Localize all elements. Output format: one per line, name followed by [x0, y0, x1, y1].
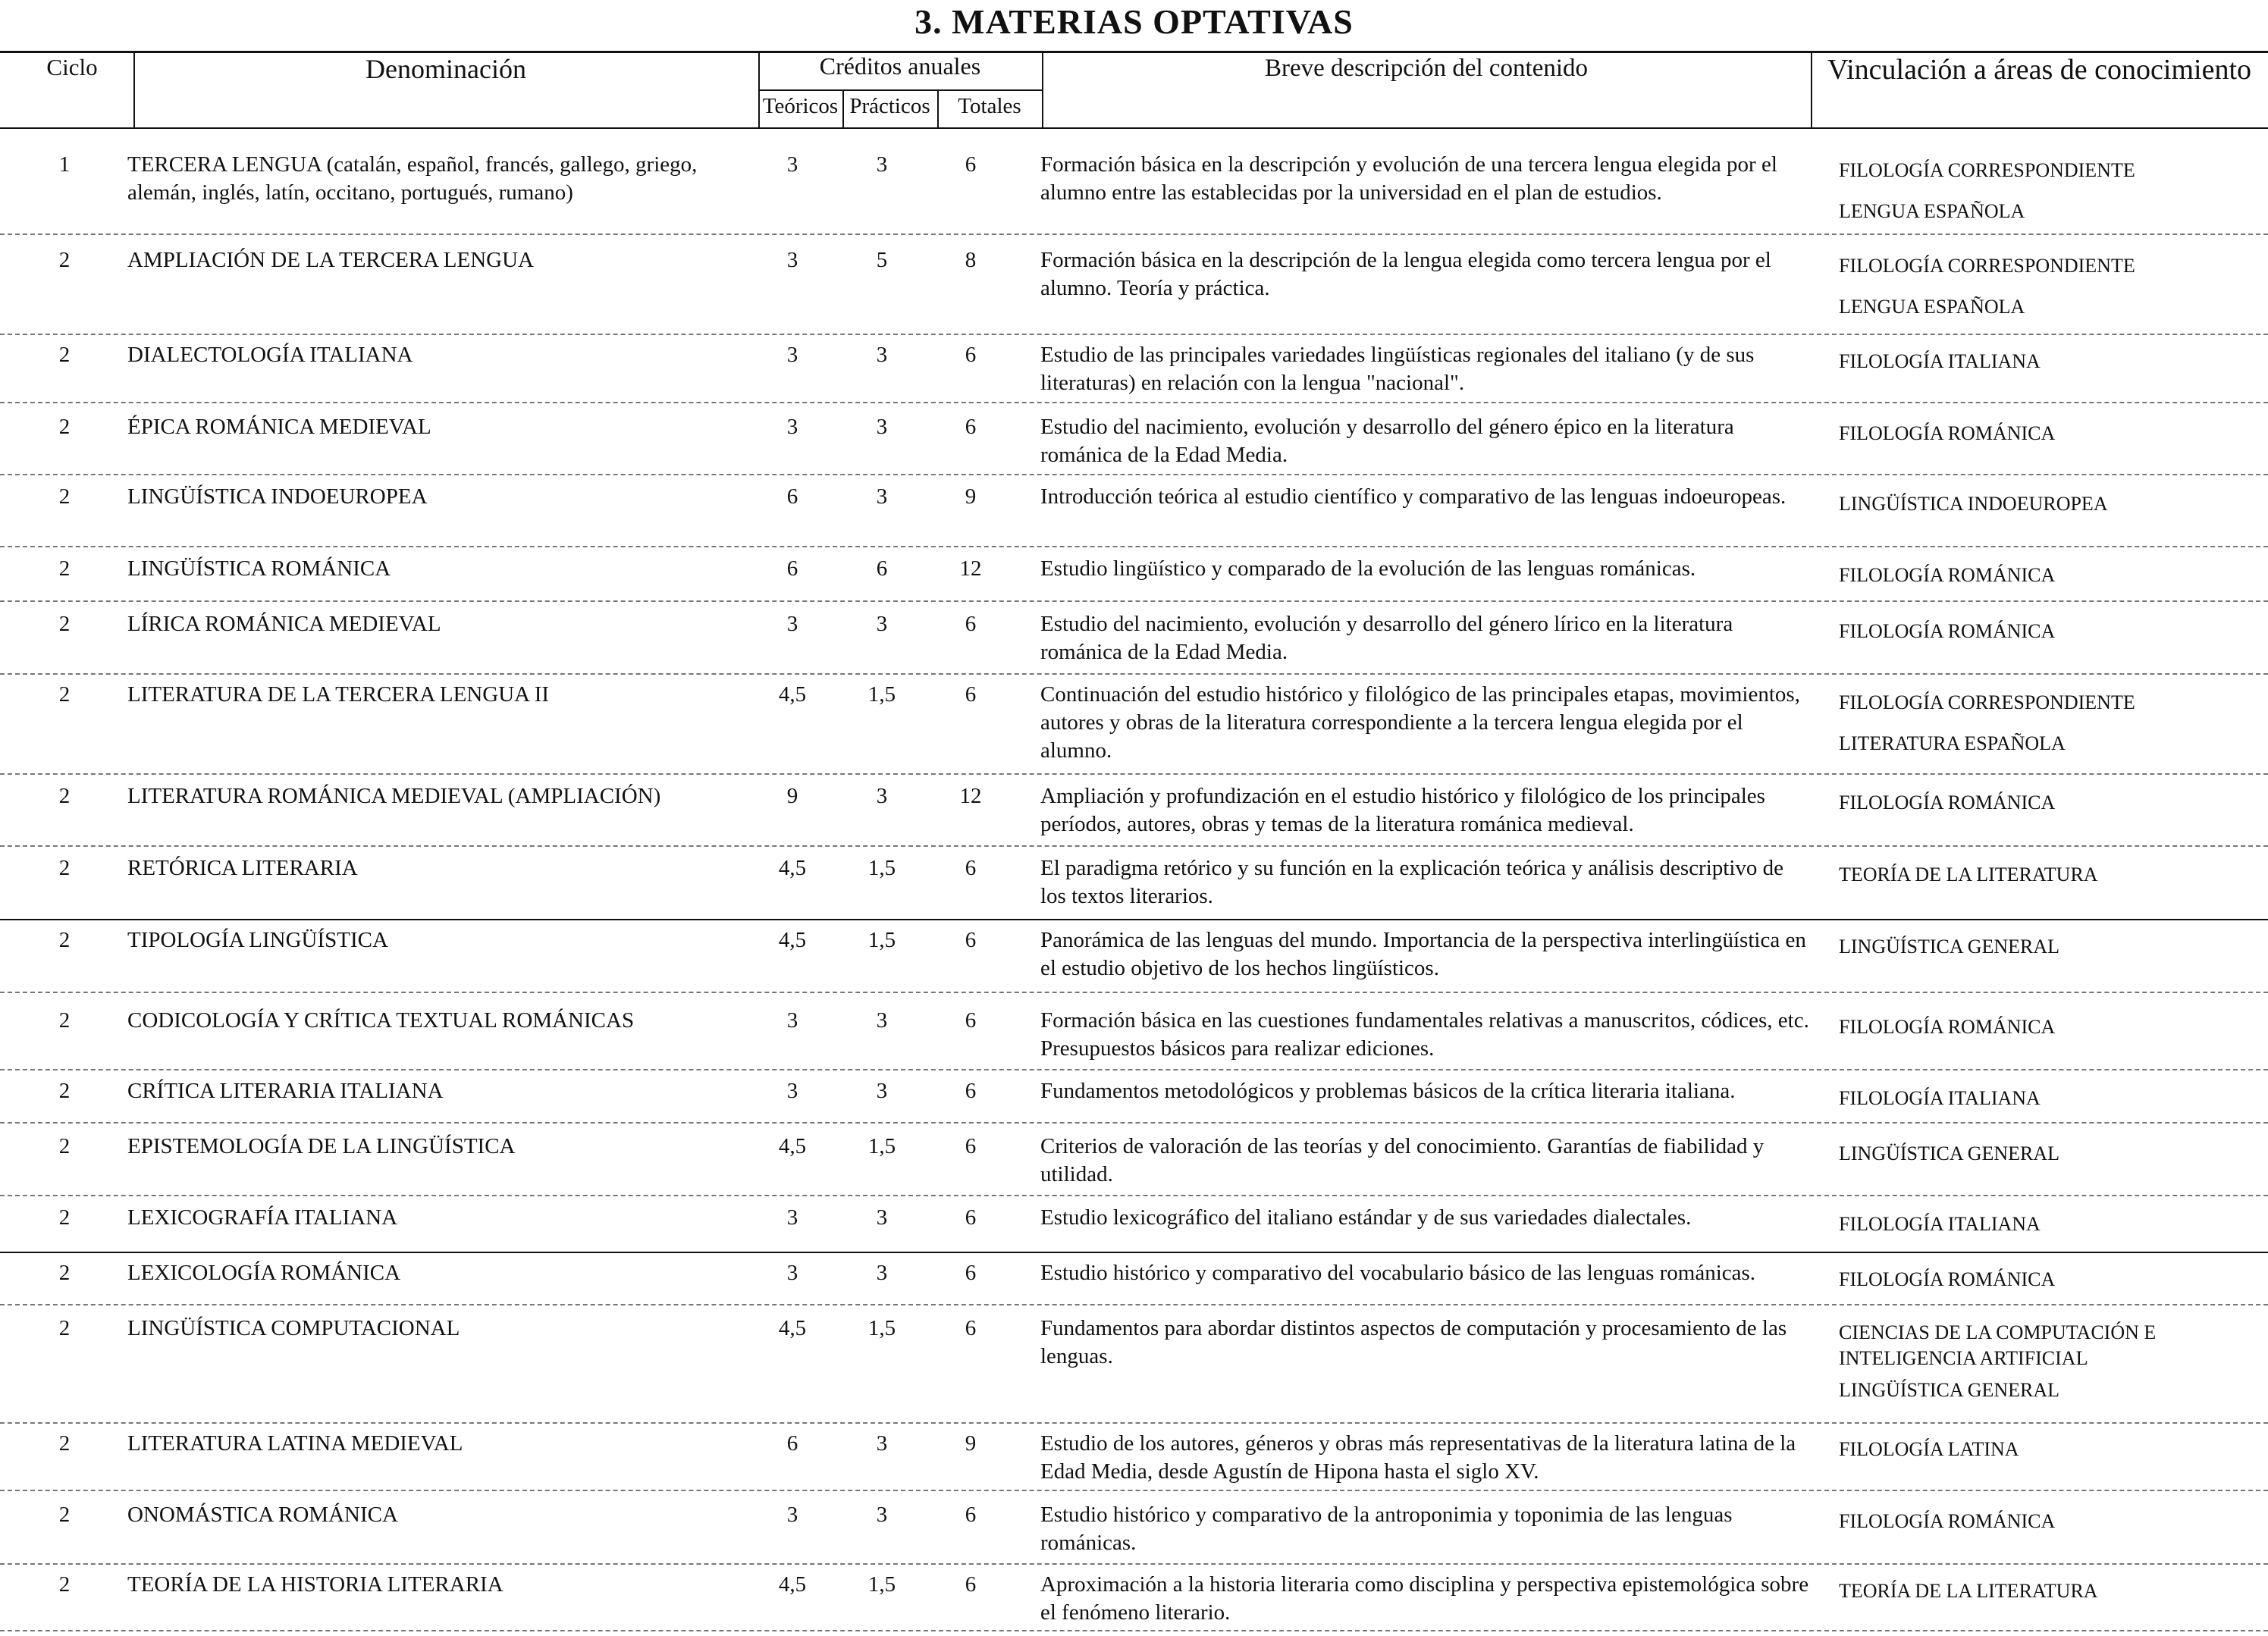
area-line: FILOLOGÍA ITALIANA: [1839, 1213, 2041, 1235]
denominacion-cell: EPISTEMOLOGÍA DE LA LINGÜÍSTICA: [127, 1134, 516, 1158]
totales-cell: 6: [965, 1205, 977, 1230]
ciclo-cell: 2: [58, 248, 71, 272]
practicos-cell: 5: [876, 248, 888, 272]
denominacion-cell: LEXICOGRAFÍA ITALIANA: [127, 1205, 398, 1230]
area-line: FILOLOGÍA CORRESPONDIENTE: [1839, 255, 2135, 277]
practicos-cell: 3: [876, 1079, 888, 1103]
teoricos-cell: 9: [786, 784, 798, 808]
totales-cell: 6: [965, 682, 977, 707]
ciclo-cell: 1: [58, 152, 71, 177]
descripcion-cell: Formación básica en las cuestiones fundamentales relativas a manuscritos, códices, etc. Presupuestos básicos para realizar ediciones.: [1040, 1008, 1809, 1061]
practicos-cell: 3: [876, 1008, 888, 1033]
ciclo-cell: 2: [58, 1134, 71, 1158]
area-line: LINGÜÍSTICA GENERAL: [1839, 936, 2060, 957]
ciclo-cell: 2: [58, 1316, 71, 1340]
totales-cell: 6: [965, 1316, 977, 1340]
ciclo-cell: 2: [58, 1261, 71, 1285]
section-rule: [0, 919, 2268, 920]
row-separator: [0, 773, 2268, 775]
totales-cell: 6: [965, 1079, 977, 1103]
ciclo-cell: 2: [58, 928, 71, 952]
header-creditos: Créditos anuales: [819, 52, 981, 80]
totales-cell: 6: [965, 152, 977, 177]
teoricos-cell: 4,5: [778, 1134, 807, 1158]
row-separator: [0, 1422, 2268, 1424]
descripcion-cell: El paradigma retórico y su función en la explicación teórica y análisis descriptivo de los textos literarios.: [1040, 856, 1784, 908]
area-line: FILOLOGÍA ROMÁNICA: [1839, 1268, 2056, 1290]
area-line: LENGUA ESPAÑOLA: [1839, 200, 2025, 222]
area-cell: [1839, 484, 2252, 525]
totales-cell: 6: [965, 928, 977, 952]
descripcion-cell: Fundamentos metodológicos y problemas básicos de la crítica literaria italiana.: [1040, 1079, 1736, 1103]
teoricos-cell: 3: [786, 1261, 798, 1285]
area-line: FILOLOGÍA ROMÁNICA: [1839, 620, 2056, 642]
row-separator: [0, 1195, 2268, 1196]
practicos-cell: 6: [876, 556, 888, 581]
descripcion-cell: Estudio del nacimiento, evolución y desarrollo del género lírico en la literatura románica de la Edad Media.: [1040, 612, 1733, 664]
totales-cell: 6: [965, 612, 977, 636]
descripcion-cell: Estudio lexicográfico del italiano estándar y de sus variedades dialectales.: [1040, 1205, 1692, 1230]
denominacion-cell: LINGÜÍSTICA INDOEUROPEA: [127, 484, 428, 509]
practicos-cell: 1,5: [867, 856, 896, 880]
descripcion-cell: Estudio histórico y comparativo de la antroponimia y toponimia de las lenguas románicas.: [1040, 1503, 1733, 1555]
practicos-cell: 1,5: [867, 1572, 896, 1597]
credits-subheader-rule: [758, 89, 1042, 91]
practicos-cell: 1,5: [867, 928, 896, 952]
ciclo-cell: 2: [58, 415, 71, 439]
header-top-rule: [0, 51, 2268, 53]
descripcion-cell: Formación básica en la descripción y evolución de una tercera lengua elegida por el alumno entre las establecidas por la universidad en el plan de estudios.: [1040, 152, 1777, 205]
row-separator: [0, 233, 2268, 235]
teoricos-cell: 3: [786, 343, 798, 367]
practicos-cell: 1,5: [867, 1134, 896, 1158]
area-line: FILOLOGÍA ITALIANA: [1839, 350, 2041, 372]
totales-cell: 6: [965, 1134, 977, 1158]
descripcion-cell: Estudio de las principales variedades lingüísticas regionales del italiano (y de sus literaturas) en relación con la lengua "nacional".: [1040, 343, 1755, 395]
teoricos-cell: 3: [786, 415, 798, 439]
denominacion-cell: ÉPICA ROMÁNICA MEDIEVAL: [127, 415, 431, 439]
totales-cell: 9: [965, 1431, 977, 1456]
area-cell: [1839, 413, 2252, 454]
ciclo-cell: 2: [58, 1572, 71, 1597]
practicos-cell: 3: [876, 152, 888, 177]
descripcion-cell: Estudio lingüístico y comparado de la evolución de las lenguas románicas.: [1040, 556, 1696, 581]
practicos-cell: 3: [876, 612, 888, 636]
area-cell: [1839, 1320, 2252, 1403]
area-line: FILOLOGÍA ITALIANA: [1839, 1087, 2041, 1109]
denominacion-cell: RETÓRICA LITERARIA: [127, 856, 358, 880]
ciclo-cell: 2: [58, 1079, 71, 1103]
descripcion-cell: Estudio del nacimiento, evolución y desarrollo del género épico en la literatura románica de la Edad Media.: [1040, 415, 1734, 467]
header-descripcion: Breve descripción del contenido: [1264, 55, 1589, 82]
row-separator: [0, 546, 2268, 547]
area-cell: [1839, 246, 2252, 328]
area-line: LITERATURA ESPAÑOLA: [1839, 732, 2066, 754]
descripcion-cell: Formación básica en la descripción de la lengua elegida como tercera lengua por el alumno. Teoría y práctica.: [1040, 248, 1771, 300]
row-separator: [0, 992, 2268, 993]
area-cell: [1839, 926, 2252, 967]
ciclo-cell: 2: [58, 1503, 71, 1527]
row-separator: [0, 1304, 2268, 1305]
header-practicos: Prácticos: [849, 94, 930, 118]
descripcion-cell: Introducción teórica al estudio científico y comparativo de las lenguas indoeuropeas.: [1040, 484, 1786, 509]
denominacion-cell: LÍRICA ROMÁNICA MEDIEVAL: [127, 612, 441, 636]
totales-cell: 6: [965, 1503, 977, 1527]
teoricos-cell: 4,5: [778, 928, 807, 952]
teoricos-cell: 3: [786, 152, 798, 177]
header-bottom-rule: [0, 127, 2268, 129]
area-cell: [1839, 782, 2252, 823]
denominacion-cell: TERCERA LENGUA (catalán, español, francés, gallego, griego, alemán, inglés, latín, occitano, portugués, rumano): [127, 152, 698, 205]
denominacion-cell: TEORÍA DE LA HISTORIA LITERARIA: [127, 1572, 503, 1597]
row-separator: [0, 1122, 2268, 1124]
ciclo-cell: 2: [58, 1205, 71, 1230]
row-separator: [0, 1630, 2268, 1631]
teoricos-cell: 6: [786, 556, 798, 581]
area-cell: [1839, 854, 2252, 895]
practicos-cell: 3: [876, 1205, 888, 1230]
area-line: FILOLOGÍA LATINA: [1839, 1438, 2019, 1460]
area-cell: [1839, 1259, 2252, 1300]
area-line: TEORÍA DE LA LITERATURA: [1839, 863, 2098, 885]
area-line: LINGÜÍSTICA GENERAL: [1839, 1142, 2060, 1164]
ciclo-cell: 2: [58, 784, 71, 808]
area-line: FILOLOGÍA CORRESPONDIENTE: [1839, 691, 2135, 713]
area-cell: [1839, 1078, 2252, 1119]
row-separator: [0, 673, 2268, 675]
descripcion-cell: Criterios de valoración de las teorías y del conocimiento. Garantías de fiabilidad y utilidad.: [1040, 1134, 1765, 1186]
area-line: CIENCIAS DE LA COMPUTACIÓN E: [1839, 1321, 2157, 1343]
descripcion-cell: Panorámica de las lenguas del mundo. Importancia de la perspectiva interlingüística en el estudio objetivo de los hechos lingüísticos.: [1040, 928, 1806, 980]
teoricos-cell: 4,5: [778, 682, 807, 707]
area-line: FILOLOGÍA ROMÁNICA: [1839, 791, 2056, 813]
row-separator: [0, 474, 2268, 475]
totales-cell: 8: [965, 248, 977, 272]
totales-cell: 6: [965, 1261, 977, 1285]
teoricos-cell: 3: [786, 1503, 798, 1527]
area-line: LINGÜÍSTICA GENERAL: [1839, 1379, 2060, 1401]
header-totales: Totales: [958, 94, 1021, 118]
area-cell: [1839, 150, 2252, 232]
denominacion-cell: AMPLIACIÓN DE LA TERCERA LENGUA: [127, 248, 534, 272]
denominacion-cell: LEXICOLOGÍA ROMÁNICA: [127, 1261, 401, 1285]
ciclo-cell: 2: [58, 556, 71, 581]
ciclo-cell: 2: [58, 1431, 71, 1456]
area-line: FILOLOGÍA ROMÁNICA: [1839, 1510, 2056, 1532]
area-line: LENGUA ESPAÑOLA: [1839, 296, 2025, 318]
descripcion-cell: Continuación del estudio histórico y filológico de las principales etapas, movimientos, autores y obras de la literatura correspondiente a la tercera lengua elegida por el alumno.: [1040, 682, 1800, 763]
teoricos-cell: 3: [786, 1205, 798, 1230]
totales-cell: 6: [965, 415, 977, 439]
area-cell: [1839, 1204, 2252, 1245]
area-cell: [1839, 1501, 2252, 1542]
header-teoricos: Teóricos: [762, 94, 839, 118]
totales-cell: 6: [965, 343, 977, 367]
ciclo-cell: 2: [58, 484, 71, 509]
area-line: FILOLOGÍA CORRESPONDIENTE: [1839, 159, 2135, 181]
descripcion-cell: Ampliación y profundización en el estudio histórico y filológico de los principales períodos, autores, obras y temas de la literatura románica medieval.: [1040, 784, 1765, 836]
totales-cell: 6: [965, 856, 977, 880]
teoricos-cell: 4,5: [778, 1572, 807, 1597]
row-separator: [0, 1563, 2268, 1565]
descripcion-cell: Estudio histórico y comparativo del vocabulario básico de las lenguas románicas.: [1040, 1261, 1756, 1285]
ciclo-cell: 2: [58, 682, 71, 707]
ciclo-cell: 2: [58, 856, 71, 880]
denominacion-cell: ONOMÁSTICA ROMÁNICA: [127, 1503, 398, 1527]
area-line: FILOLOGÍA ROMÁNICA: [1839, 564, 2056, 586]
header-denominacion: Denominación: [365, 54, 526, 84]
row-separator: [0, 600, 2268, 602]
area-cell: [1839, 611, 2252, 652]
totales-cell: 12: [959, 556, 982, 581]
area-cell: [1839, 341, 2252, 382]
ciclo-cell: 2: [58, 1008, 71, 1033]
denominacion-cell: DIALECTOLOGÍA ITALIANA: [127, 343, 413, 367]
practicos-cell: 1,5: [867, 682, 896, 707]
teoricos-cell: 3: [786, 1008, 798, 1033]
area-line: LINGÜÍSTICA INDOEUROPEA: [1839, 493, 2108, 515]
teoricos-cell: 4,5: [778, 1316, 807, 1340]
page-title: 3. MATERIAS OPTATIVAS: [914, 2, 1354, 41]
totales-cell: 6: [965, 1572, 977, 1597]
area-line: FILOLOGÍA ROMÁNICA: [1839, 1016, 2056, 1038]
practicos-cell: 3: [876, 1261, 888, 1285]
teoricos-cell: 3: [786, 612, 798, 636]
row-separator: [0, 402, 2268, 403]
practicos-cell: 3: [876, 415, 888, 439]
denominacion-cell: LINGÜÍSTICA ROMÁNICA: [127, 556, 391, 581]
totales-cell: 6: [965, 1008, 977, 1033]
header-vinculacion: Vinculación a áreas de conocimiento: [1827, 54, 2252, 86]
row-separator: [0, 1490, 2268, 1491]
practicos-cell: 3: [876, 784, 888, 808]
teoricos-cell: 3: [786, 248, 798, 272]
area-cell: [1839, 1429, 2252, 1470]
header-ciclo: Ciclo: [46, 54, 98, 80]
teoricos-cell: 6: [786, 1431, 798, 1456]
row-separator: [0, 1069, 2268, 1070]
section-rule: [0, 1252, 2268, 1253]
area-cell: [1839, 1007, 2252, 1048]
practicos-cell: 3: [876, 484, 888, 509]
practicos-cell: 3: [876, 343, 888, 367]
ciclo-cell: 2: [58, 612, 71, 636]
descripcion-cell: Fundamentos para abordar distintos aspectos de computación y procesamiento de las lenguas.: [1040, 1316, 1787, 1368]
row-separator: [0, 845, 2268, 847]
area-line: TEORÍA DE LA LITERATURA: [1839, 1580, 2098, 1602]
totales-cell: 12: [959, 784, 982, 808]
denominacion-cell: TIPOLOGÍA LINGÜÍSTICA: [127, 928, 388, 952]
area-cell: [1839, 1571, 2252, 1612]
practicos-cell: 3: [876, 1431, 888, 1456]
teoricos-cell: 3: [786, 1079, 798, 1103]
practicos-cell: 3: [876, 1503, 888, 1527]
totales-cell: 9: [965, 484, 977, 509]
row-separator: [0, 334, 2268, 335]
teoricos-cell: 6: [786, 484, 798, 509]
denominacion-cell: LITERATURA ROMÁNICA MEDIEVAL (AMPLIACIÓN): [127, 784, 661, 808]
area-line: INTELIGENCIA ARTIFICIAL: [1839, 1347, 2088, 1369]
denominacion-cell: LITERATURA DE LA TERCERA LENGUA II: [127, 682, 550, 707]
descripcion-cell: Estudio de los autores, géneros y obras más representativas de la literatura latina de la Edad Media, desde Agustín de Hipona hasta el siglo XV.: [1040, 1431, 1796, 1484]
denominacion-cell: CODICOLOGÍA Y CRÍTICA TEXTUAL ROMÁNICAS: [127, 1008, 635, 1033]
area-cell: [1839, 682, 2252, 764]
practicos-cell: 1,5: [867, 1316, 896, 1340]
denominacion-cell: LINGÜÍSTICA COMPUTACIONAL: [127, 1316, 460, 1340]
denominacion-cell: LITERATURA LATINA MEDIEVAL: [127, 1431, 463, 1456]
ciclo-cell: 2: [58, 343, 71, 367]
descripcion-cell: Aproximación a la historia literaria como disciplina y perspectiva epistemológica sobre el fenómeno literario.: [1040, 1572, 1809, 1625]
area-cell: [1839, 1133, 2252, 1174]
denominacion-cell: CRÍTICA LITERARIA ITALIANA: [127, 1079, 444, 1103]
area-line: FILOLOGÍA ROMÁNICA: [1839, 422, 2056, 444]
area-cell: [1839, 555, 2252, 596]
teoricos-cell: 4,5: [778, 856, 807, 880]
